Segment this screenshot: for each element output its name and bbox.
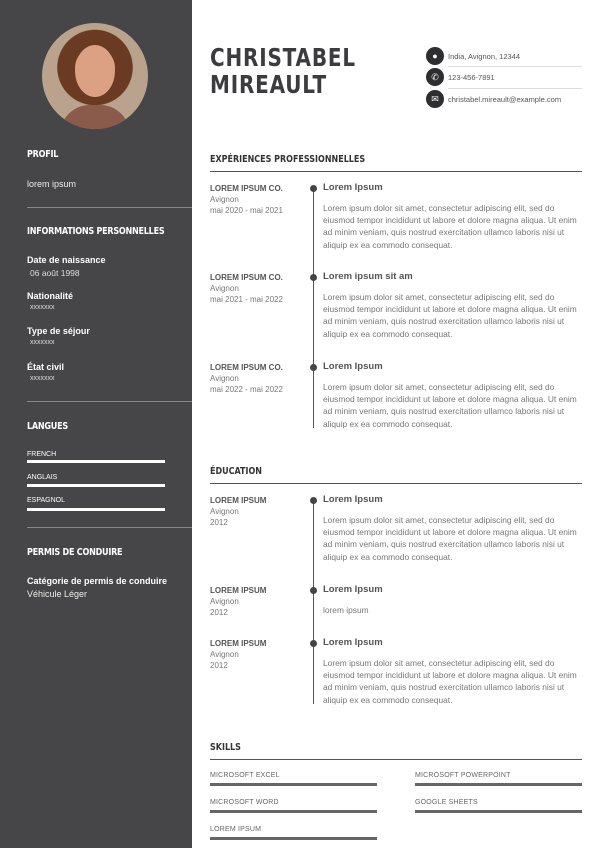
entry-description: Lorem ipsum dolor sit amet, consectetur adipiscing elit, sed do eiusmod tempor incididunt ut labore et dolore magna aliqua. Ut enim ad minim veniam, quis nostrud exercitation ullamco laboris nisi ut aliquip ex ea commodo consequat.	[323, 382, 577, 429]
location: Avignon	[210, 597, 239, 606]
timeline-line	[313, 500, 314, 704]
contact-email[interactable]: christabel.mireault@example.com	[448, 95, 562, 104]
divider	[210, 483, 582, 484]
divider	[448, 88, 582, 89]
entry-description: lorem ipsum	[323, 605, 369, 615]
divider	[210, 759, 582, 760]
language-name: ESPAGNOL	[27, 497, 65, 504]
language-name: ANGLAIS	[27, 474, 58, 481]
timeline-dot	[310, 364, 317, 371]
entry-description: Lorem ipsum dolor sit amet, consectetur adipiscing elit, sed do eiusmod tempor incididunt ut labore et dolore magna aliqua. Ut enim ad minim veniam, quis nostrud exercitation ullamco laboris nisi ut aliquip ex ea commodo consequat.	[323, 658, 577, 705]
skill-name: GOOGLE SHEETS	[415, 799, 478, 806]
entry-title: Lorem Ipsum	[323, 637, 383, 648]
date-range: mai 2021 - mai 2022	[210, 295, 283, 304]
entry-title: Lorem ipsum sit am	[323, 271, 413, 282]
language-bar	[27, 508, 165, 511]
civil-status-label: État civil	[27, 362, 65, 372]
divider	[210, 171, 582, 172]
contact-phone: 123-456-7891	[448, 73, 495, 82]
profil-text: lorem ipsum	[27, 179, 77, 189]
language-name: FRENCH	[27, 451, 57, 458]
date-range: 2012	[210, 661, 228, 670]
skill-name: LOREM IPSUM	[210, 826, 262, 833]
entry-description: Lorem ipsum dolor sit amet, consectetur adipiscing elit, sed do eiusmod tempor incididunt ut labore et dolore magna aliqua. Ut enim ad minim veniam, quis nostrud exercitation ullamco laboris nisi ut aliquip ex ea commodo consequat.	[323, 203, 577, 250]
timeline-line	[313, 188, 314, 428]
location: Avignon	[210, 284, 239, 293]
skill-bar	[210, 837, 377, 840]
stay-type-label: Type de séjour	[27, 326, 90, 336]
nationality-value: xxxxxxx	[30, 304, 55, 311]
timeline-dot	[310, 185, 317, 192]
nationality-label: Nationalité	[27, 291, 74, 301]
profile-photo	[42, 23, 148, 129]
entry-title: Lorem Ipsum	[323, 494, 383, 505]
location-pin-icon: ●	[426, 47, 444, 65]
birthdate-label: Date de naissance	[27, 255, 106, 265]
location: Avignon	[210, 507, 239, 516]
skill-bar	[210, 783, 377, 786]
experience-heading: EXPÉRIENCES PROFESSIONNELLES	[210, 154, 366, 165]
skill-name: MICROSOFT WORD	[210, 799, 279, 806]
entry-description: Lorem ipsum dolor sit amet, consectetur adipiscing elit, sed do eiusmod tempor incididunt ut labore et dolore magna aliqua. Ut enim ad minim veniam, quis nostrud exercitation ullamco laboris nisi ut aliquip ex ea commodo consequat.	[323, 515, 577, 562]
organization: LOREM IPSUM	[210, 586, 267, 595]
organization: LOREM IPSUM CO.	[210, 184, 283, 193]
license-heading: PERMIS DE CONDUIRE	[27, 547, 123, 558]
location: Avignon	[210, 195, 239, 204]
location: Avignon	[210, 374, 239, 383]
skill-name: MICROSOFT POWERPOINT	[415, 772, 511, 779]
envelope-icon: ✉	[426, 90, 444, 108]
timeline-dot	[310, 497, 317, 504]
date-range: 2012	[210, 518, 228, 527]
skill-bar	[415, 783, 582, 786]
phone-icon: ✆	[426, 68, 444, 86]
skills-heading: SKILLS	[210, 742, 241, 753]
education-heading: ÉDUCATION	[210, 466, 262, 477]
personal-info-heading: INFORMATIONS PERSONNELLES	[27, 226, 165, 237]
entry-title: Lorem Ipsum	[323, 361, 383, 372]
entry-title: Lorem Ipsum	[323, 182, 383, 193]
contact-address: India, Avignon, 12344	[448, 52, 521, 61]
divider	[27, 401, 192, 402]
entry-description: Lorem ipsum dolor sit amet, consectetur adipiscing elit, sed do eiusmod tempor incididunt ut labore et dolore magna aliqua. Ut enim ad minim veniam, quis nostrud exercitation ullamco laboris nisi ut aliquip ex ea commodo consequat.	[323, 292, 577, 339]
license-value: Véhicule Léger	[27, 589, 88, 599]
skill-bar	[415, 810, 582, 813]
divider	[27, 527, 192, 528]
skill-name: MICROSOFT EXCEL	[210, 772, 280, 779]
organization: LOREM IPSUM CO.	[210, 363, 283, 372]
organization: LOREM IPSUM	[210, 639, 267, 648]
timeline-dot	[310, 640, 317, 647]
sidebar	[0, 0, 192, 848]
license-label: Catégorie de permis de conduire	[27, 576, 168, 586]
organization: LOREM IPSUM CO.	[210, 273, 283, 282]
date-range: 2012	[210, 608, 228, 617]
profil-heading: PROFIL	[27, 149, 59, 160]
skill-bar	[210, 810, 377, 813]
timeline-dot	[310, 274, 317, 281]
organization: LOREM IPSUM	[210, 496, 267, 505]
civil-status-value: xxxxxxx	[30, 375, 55, 382]
location: Avignon	[210, 650, 239, 659]
languages-heading: LANGUES	[27, 421, 68, 432]
stay-type-value: xxxxxxx	[30, 339, 55, 346]
divider	[27, 207, 192, 208]
candidate-name: CHRISTABEL MIREAULT	[210, 43, 356, 99]
language-bar	[27, 484, 165, 487]
birthdate-value: 06 août 1998	[30, 268, 80, 278]
divider	[448, 66, 582, 67]
date-range: mai 2022 - mai 2022	[210, 385, 283, 394]
timeline-dot	[310, 587, 317, 594]
entry-title: Lorem Ipsum	[323, 584, 383, 595]
language-bar	[27, 460, 165, 463]
date-range: mai 2020 - mai 2021	[210, 206, 283, 215]
